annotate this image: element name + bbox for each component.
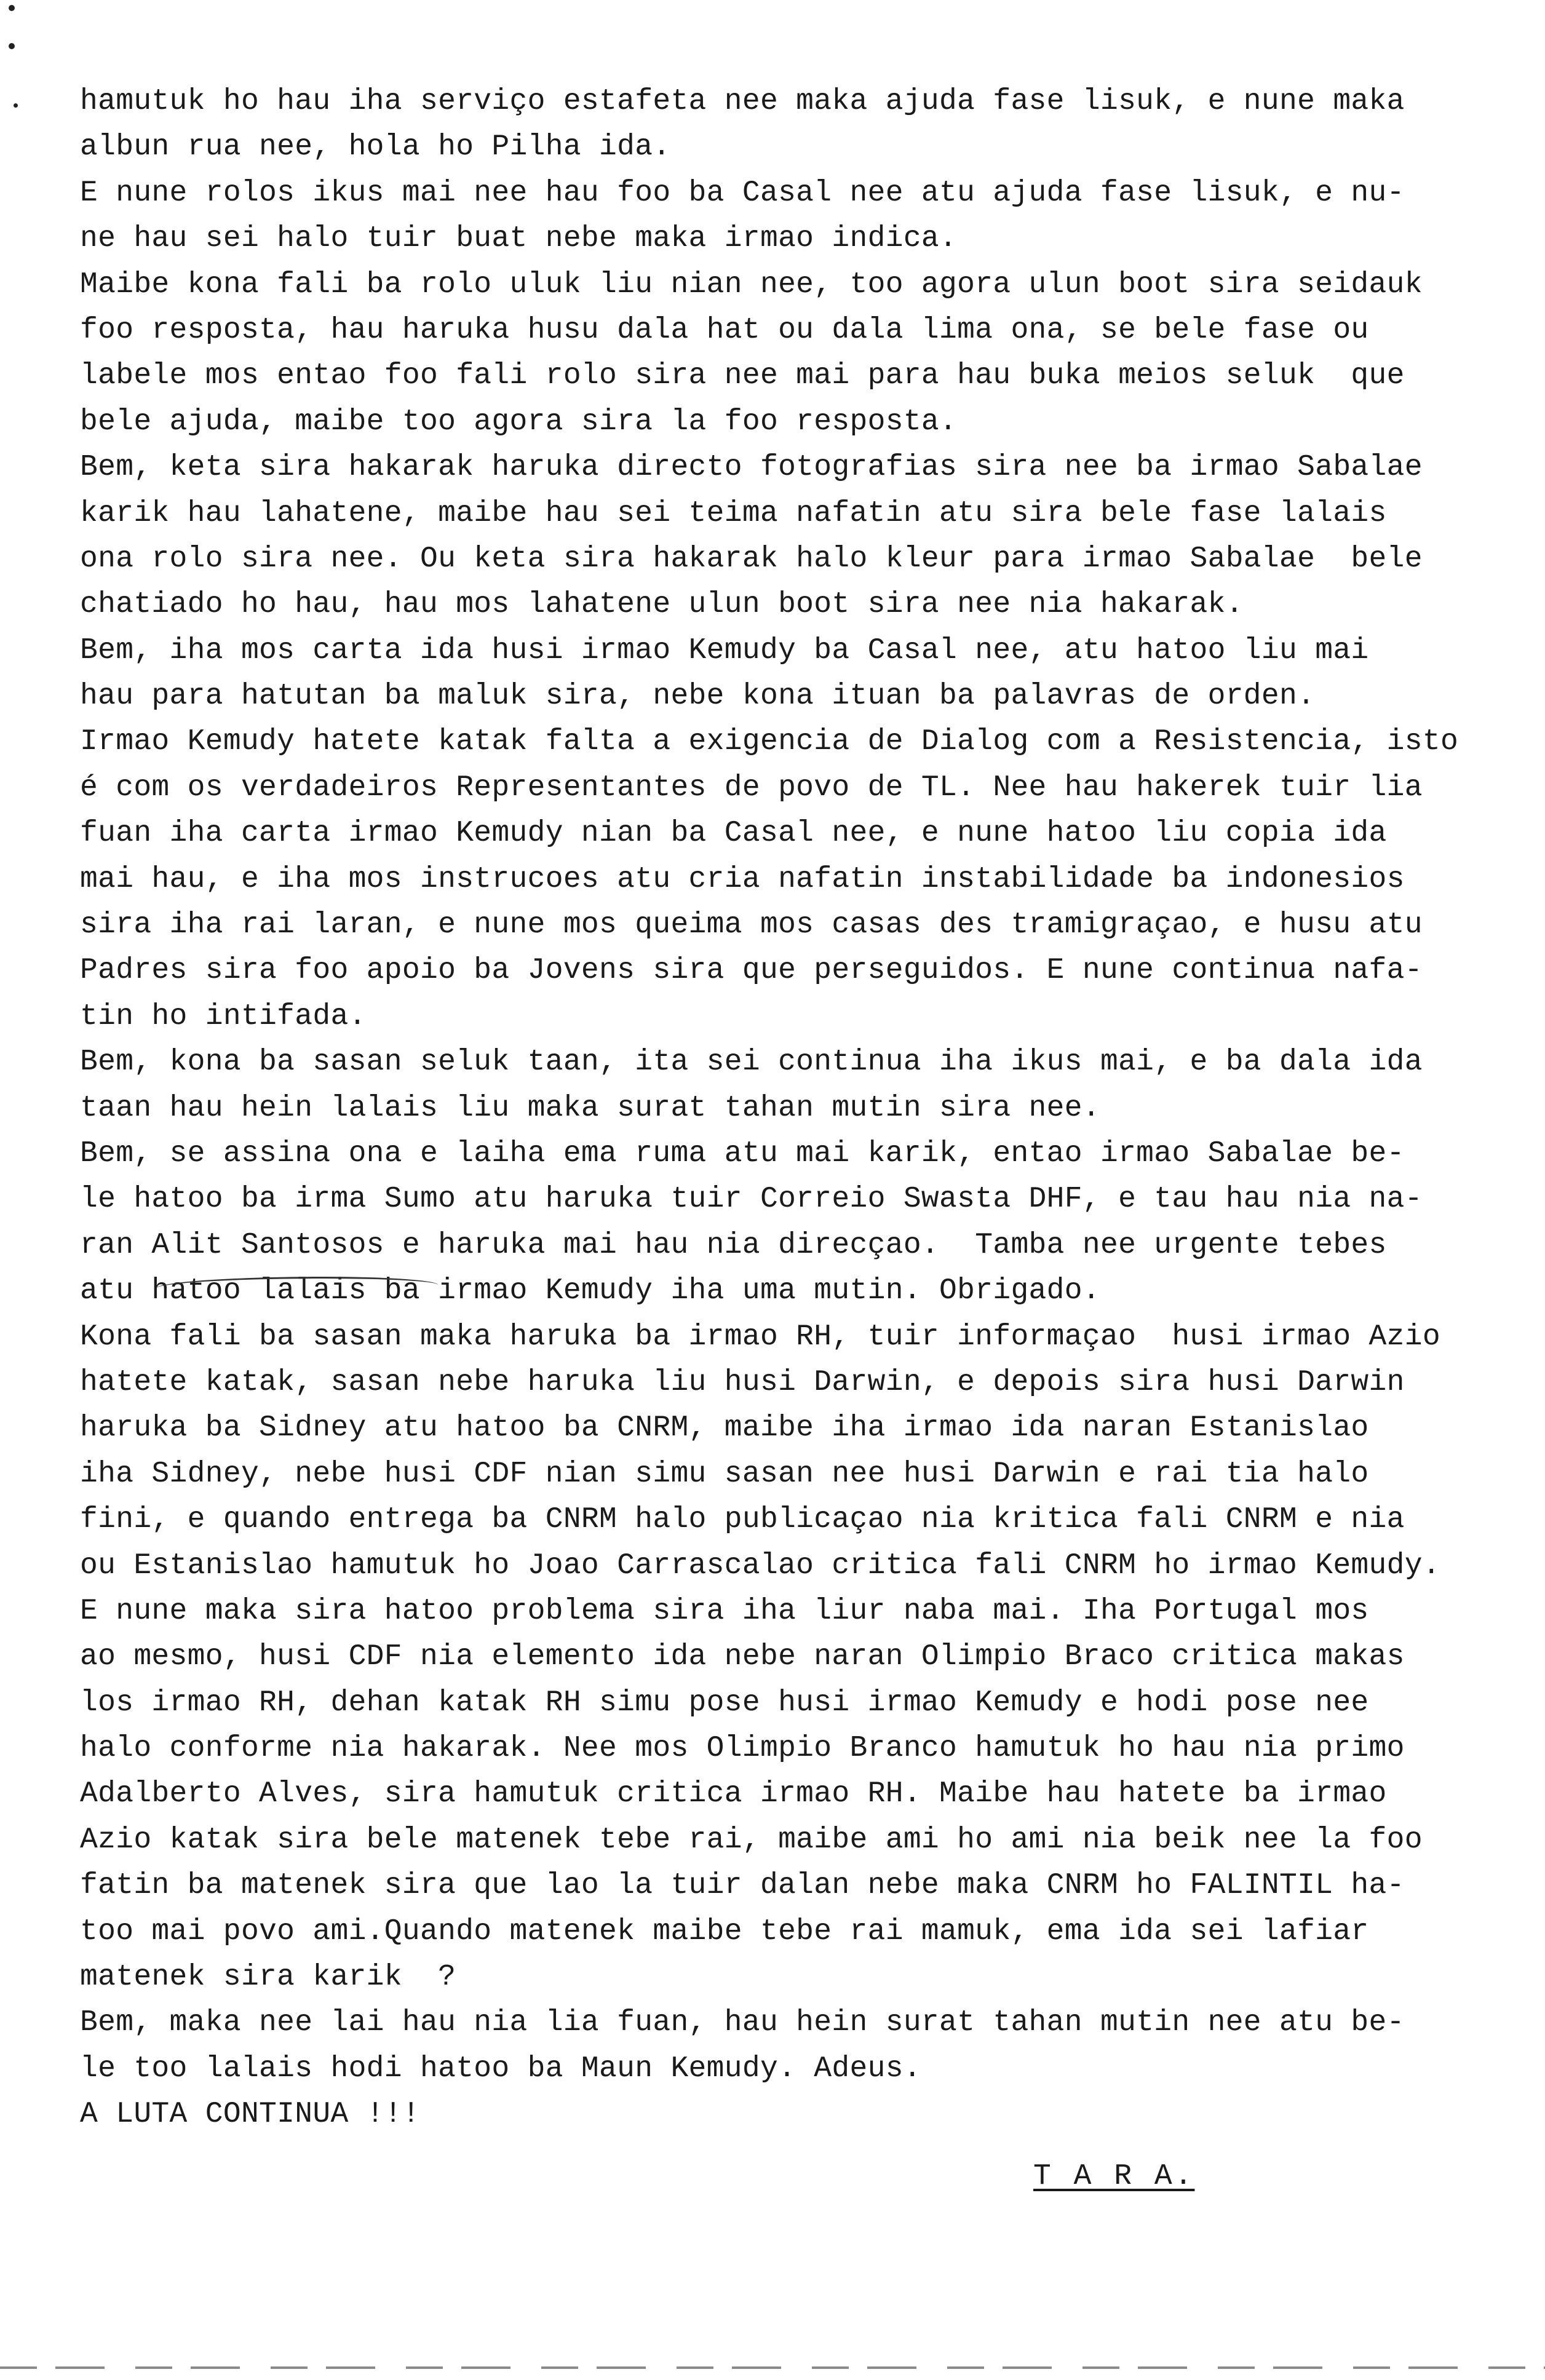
letter-line: A LUTA CONTINUA !!! (80, 2098, 420, 2132)
letter-line: fini, e quando entrega ba CNRM halo publicaçao nia kritica fali CNRM e nia (80, 1503, 1405, 1537)
letter-line: hatete katak, sasan nebe haruka liu husi Darwin, e depois sira husi Darwin (80, 1365, 1405, 1399)
letter-line: tin ho intifada. (80, 999, 367, 1033)
signature: T A R A. (1033, 2160, 1195, 2193)
letter-line: hamutuk ho hau iha serviço estafeta nee maka ajuda fase lisuk, e nune maka (80, 85, 1405, 118)
letter-line: ran Alit Santosos e haruka mai hau nia direcçao. Tamba nee urgente tebes (80, 1228, 1387, 1262)
letter-line: chatiado ho hau, hau mos lahatene ulun boot sira nee nia hakarak. (80, 588, 1244, 622)
letter-line: foo resposta, hau haruka husu dala hat ou dala lima ona, se bele fase ou (80, 313, 1369, 347)
letter-line: sira iha rai laran, e nune mos queima mos casas des tramigraçao, e husu atu (80, 908, 1423, 942)
letter-line: atu hatoo lalais ba irmao Kemudy iha uma mutin. Obrigado. (80, 1274, 1100, 1308)
letter-line: too mai povo ami.Quando matenek maibe tebe rai mamuk, ema ida sei lafiar (80, 1914, 1369, 1948)
letter-line: Bem, kona ba sasan seluk taan, ita sei continua iha ikus mai, e ba dala ida (80, 1045, 1423, 1079)
letter-line: karik hau lahatene, maibe hau sei teima nafatin atu sira bele fase lalais (80, 496, 1387, 530)
letter-line: halo conforme nia hakarak. Nee mos Olimpio Branco hamutuk ho hau nia primo (80, 1732, 1405, 1766)
letter-line: labele mos entao foo fali rolo sira nee mai para hau buka meios seluk que (80, 359, 1405, 393)
letter-line: Kona fali ba sasan maka haruka ba irmao RH, tuir informaçao husi irmao Azio (80, 1320, 1440, 1354)
letter-line: fatin ba matenek sira que lao la tuir dalan nebe maka CNRM ho FALINTIL ha- (80, 1869, 1405, 1903)
letter-line: albun rua nee, hola ho Pilha ida. (80, 130, 671, 164)
letter-line: mai hau, e iha mos instrucoes atu cria nafatin instabilidade ba indonesios (80, 862, 1405, 896)
letter-line: haruka ba Sidney atu hatoo ba CNRM, maibe iha irmao ida naran Estanislao (80, 1411, 1369, 1445)
letter-line: E nune maka sira hatoo problema sira iha liur naba mai. Iha Portugal mos (80, 1594, 1369, 1628)
letter-line: Maibe kona fali ba rolo uluk liu nian nee, too agora ulun boot sira seidauk (80, 268, 1423, 301)
letter-line: le hatoo ba irma Sumo atu haruka tuir Correio Swasta DHF, e tau hau nia na- (80, 1183, 1423, 1216)
margin-dot-mark (14, 103, 18, 108)
letter-line: los irmao RH, dehan katak RH simu pose husi irmao Kemudy e hodi pose nee (80, 1686, 1369, 1720)
margin-dot-mark (9, 43, 15, 49)
letter-line: Adalberto Alves, sira hamutuk critica irmao RH. Maibe hau hatete ba irmao (80, 1777, 1387, 1811)
letter-line: Bem, iha mos carta ida husi irmao Kemudy ba Casal nee, atu hatoo liu mai (80, 633, 1369, 667)
letter-line: taan hau hein lalais liu maka surat tahan mutin sira nee. (80, 1091, 1100, 1125)
letter-line: fuan iha carta irmao Kemudy nian ba Casal nee, e nune hatoo liu copia ida (80, 817, 1387, 851)
letter-line: bele ajuda, maibe too agora sira la foo resposta. (80, 405, 958, 438)
letter-line: ao mesmo, husi CDF nia elemento ida nebe naran Olimpio Braco critica makas (80, 1640, 1405, 1674)
letter-body (80, 79, 1513, 2138)
letter-line: iha Sidney, nebe husi CDF nian simu sasan nee husi Darwin e rai tia halo (80, 1457, 1369, 1491)
letter-line: Padres sira foo apoio ba Jovens sira que perseguidos. E nune continua nafa- (80, 954, 1423, 988)
letter-line: Bem, se assina ona e laiha ema ruma atu mai karik, entao irmao Sabalae be- (80, 1136, 1405, 1170)
margin-dot-mark (9, 5, 15, 11)
letter-line: Bem, maka nee lai hau nia lia fuan, hau hein surat tahan mutin nee atu be- (80, 2006, 1405, 2040)
letter-line: hau para hatutan ba maluk sira, nebe kona ituan ba palavras de orden. (80, 680, 1316, 713)
scan-edge-line (0, 2366, 1545, 2369)
letter-line: Azio katak sira bele matenek tebe rai, maibe ami ho ami nia beik nee la foo (80, 1823, 1423, 1857)
letter-line: matenek sira karik ? (80, 1961, 456, 1994)
letter-line: ona rolo sira nee. Ou keta sira hakarak halo kleur para irmao Sabalae bele (80, 542, 1423, 576)
letter-line: E nune rolos ikus mai nee hau foo ba Casal nee atu ajuda fase lisuk, e nu- (80, 176, 1405, 210)
letter-line: Bem, keta sira hakarak haruka directo fotografias sira nee ba irmao Sabalae (80, 451, 1423, 485)
letter-line: le too lalais hodi hatoo ba Maun Kemudy. Adeus. (80, 2052, 921, 2085)
letter-line: Irmao Kemudy hatete katak falta a exigencia de Dialog com a Resistencia, isto (80, 725, 1459, 759)
letter-line: é com os verdadeiros Representantes de povo de TL. Nee hau hakerek tuir lia (80, 771, 1423, 804)
letter-line: ou Estanislao hamutuk ho Joao Carrascalao critica fali CNRM ho irmao Kemudy. (80, 1549, 1440, 1582)
letter-line: ne hau sei halo tuir buat nebe maka irmao indica. (80, 222, 958, 256)
